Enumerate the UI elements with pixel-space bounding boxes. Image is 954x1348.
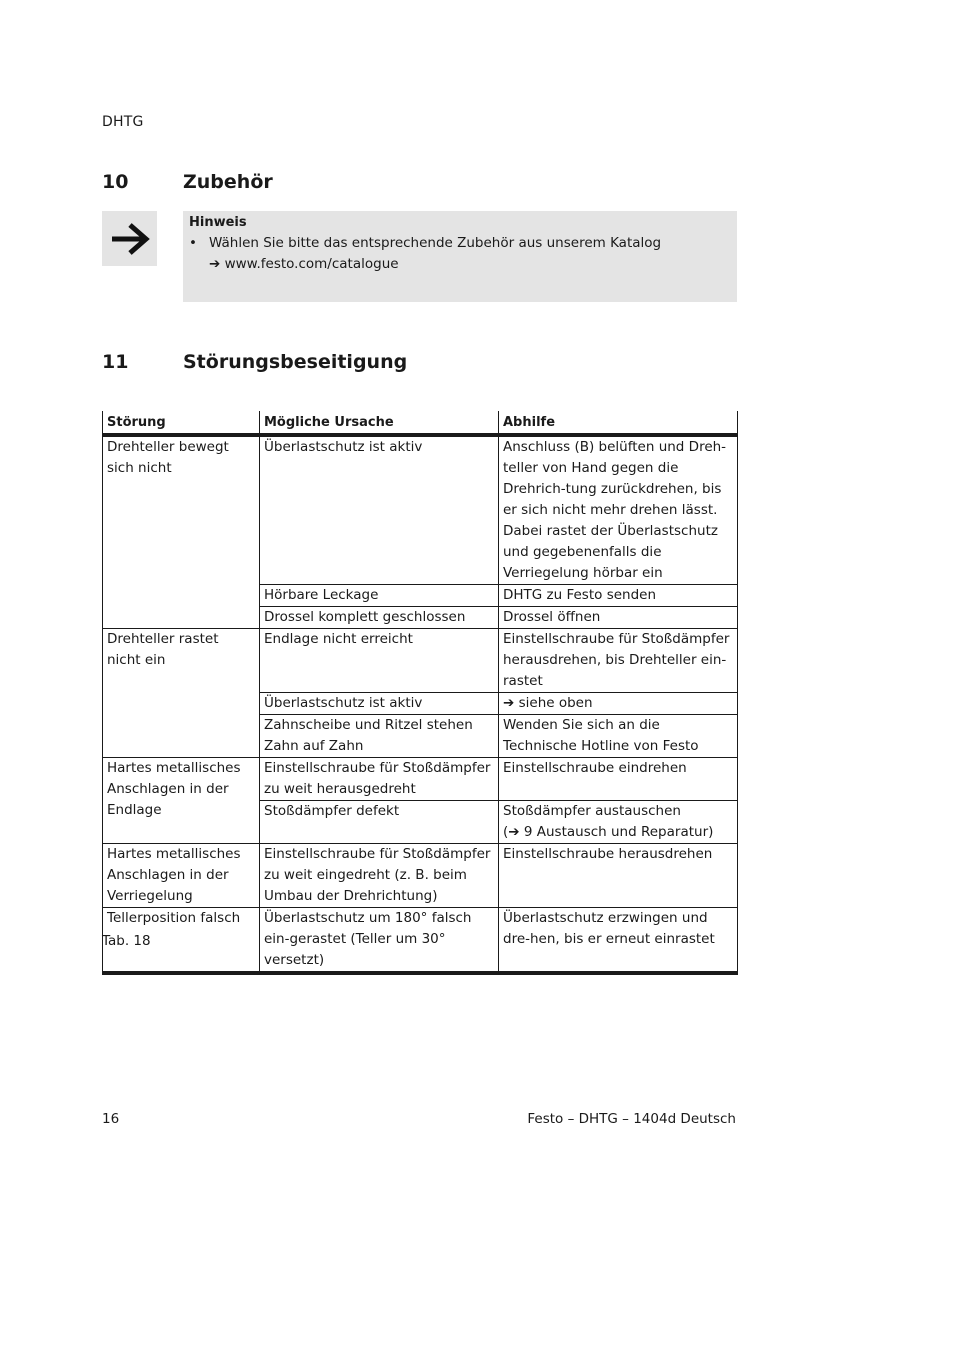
remedy-cell: Drossel öffnen: [499, 607, 738, 629]
remedy-cell: Anschluss (B) belüften und Dreh-teller von Hand gegen die Drehrich-tung zurückdrehen, bis er sich nicht mehr drehen lässt. Dabei rastet der Überlastschutz und gegebenenfalls die Verriegelung hörbar ein: [499, 435, 738, 585]
footer-doc-info: Festo – DHTG – 1404d Deutsch: [527, 1111, 736, 1127]
remedy-cell: [499, 801, 738, 844]
section-10-title: Zubehör: [183, 171, 273, 193]
cause-cell: Einstellschraube für Stoßdämpfer zu weit herausgedreht: [260, 758, 499, 801]
remedy-cell[interactable]: ➔ siehe oben: [499, 693, 738, 715]
catalogue-link[interactable]: ➔ www.festo.com/catalogue: [209, 256, 399, 272]
table-row: [103, 435, 738, 585]
cause-cell: Zahnscheibe und Ritzel stehen Zahn auf Zahn: [260, 715, 499, 758]
cause-cell: Überlastschutz ist aktiv: [260, 693, 499, 715]
note-icon-box: [102, 211, 157, 266]
remedy-crossref-link[interactable]: (➔ 9 Austausch und Reparatur): [503, 824, 714, 840]
remedy-cell: Einstellschraube herausdrehen: [499, 844, 738, 908]
remedy-cell: Wenden Sie sich an die Technische Hotline von Festo: [499, 715, 738, 758]
note-box: [183, 211, 737, 302]
remedy-cell: Einstellschraube für Stoßdämpfer herausdrehen, bis Drehteller ein-rastet: [499, 629, 738, 693]
fault-cell: Drehteller rastet nicht ein: [103, 629, 260, 758]
troubleshooting-table: [102, 411, 738, 975]
header-fault: Störung: [103, 411, 260, 435]
cause-cell: Drossel komplett geschlossen: [260, 607, 499, 629]
table-row: [103, 844, 738, 908]
remedy-cell: Einstellschraube eindrehen: [499, 758, 738, 801]
fault-cell: Drehteller bewegt sich nicht: [103, 435, 260, 629]
section-11-number: 11: [102, 351, 129, 373]
table-row: [103, 758, 738, 801]
remedy-cell: DHTG zu Festo senden: [499, 585, 738, 607]
note-bullet: •: [189, 235, 197, 251]
table-caption: Tab. 18: [102, 933, 151, 949]
cause-cell: Überlastschutz um 180° falsch ein-gerastet (Teller um 30° versetzt): [260, 908, 499, 974]
page-number: 16: [102, 1111, 120, 1127]
table-row: [103, 908, 738, 974]
table-header-row: [103, 411, 738, 435]
header-remedy: Abhilfe: [499, 411, 738, 435]
cause-cell: Einstellschraube für Stoßdämpfer zu weit eingedreht (z. B. beim Umbau der Drehrichtung): [260, 844, 499, 908]
section-10-number: 10: [102, 171, 129, 193]
remedy-line: Stoßdämpfer austauschen: [503, 803, 681, 819]
note-text: Wählen Sie bitte das entsprechende Zubehör aus unserem Katalog: [209, 235, 662, 251]
fault-cell: Hartes metallisches Anschlagen in der Endlage: [103, 758, 260, 844]
fault-cell: Tellerposition falsch: [103, 908, 260, 974]
table-row: [103, 629, 738, 693]
arrow-right-icon: [110, 222, 150, 256]
fault-cell: Hartes metallisches Anschlagen in der Verriegelung: [103, 844, 260, 908]
header-cause: Mögliche Ursache: [260, 411, 499, 435]
section-11-title: Störungsbeseitigung: [183, 351, 408, 373]
cause-cell: Überlastschutz ist aktiv: [260, 435, 499, 585]
cause-cell: Stoßdämpfer defekt: [260, 801, 499, 844]
cause-cell: Endlage nicht erreicht: [260, 629, 499, 693]
cause-cell: Hörbare Leckage: [260, 585, 499, 607]
remedy-cell: Überlastschutz erzwingen und dre-hen, bis er erneut einrastet: [499, 908, 738, 974]
document-header-label: DHTG: [102, 114, 144, 130]
note-title: Hinweis: [189, 215, 247, 230]
